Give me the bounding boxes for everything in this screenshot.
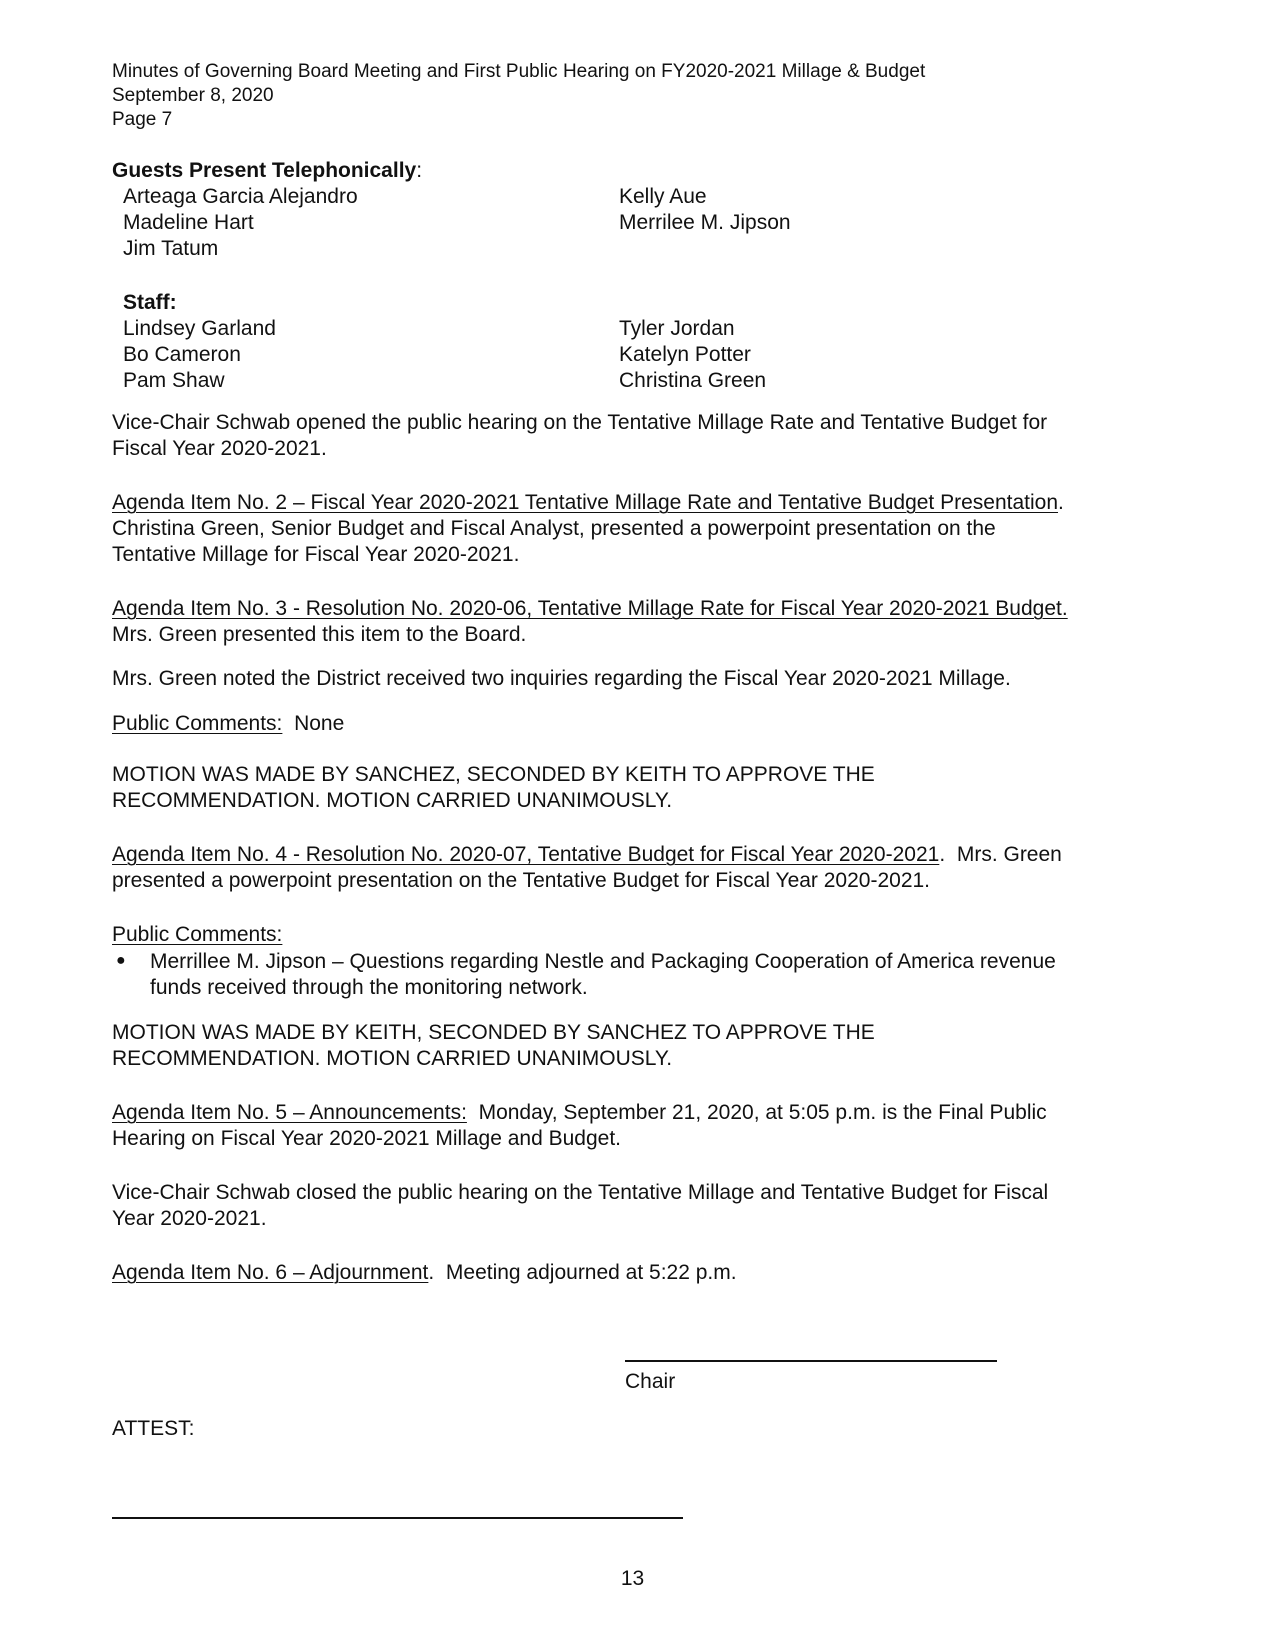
guests-heading: Guests Present Telephonically [112, 159, 417, 182]
attest-signature-line [112, 1517, 683, 1519]
chair-label: Chair [625, 1370, 676, 1393]
opening-line: Vice-Chair Schwab opened the public hearing on the Tentative Millage Rate and Tentative Budget for [112, 411, 1048, 434]
agenda-item-2-text: Tentative Millage for Fiscal Year 2020-2021. [112, 543, 520, 566]
motion-text: RECOMMENDATION. MOTION CARRIED UNANIMOUSLY. [112, 1047, 673, 1070]
motion-text: MOTION WAS MADE BY SANCHEZ, SECONDED BY KEITH TO APPROVE THE [112, 763, 875, 786]
agenda-item-4-text: presented a powerpoint presentation on the Tentative Budget for Fiscal Year 2020-2021. [112, 869, 931, 892]
attest-label: ATTEST: [112, 1417, 195, 1440]
agenda-item-4-heading: Agenda Item No. 4 - Resolution No. 2020-07, Tentative Budget for Fiscal Year 2020-2021. Mrs. Green [112, 843, 1062, 866]
agenda-item-5-text: Monday, September 21, 2020, at 5:05 p.m. is the Final Public [478, 1101, 1047, 1124]
agenda-item-4-title: Agenda Item No. 4 - Resolution No. 2020-07, Tentative Budget for Fiscal Year 2020-2021 [112, 843, 940, 866]
agenda-item-4-text: Mrs. Green [956, 843, 1062, 866]
guest-name: Merrilee M. Jipson [619, 211, 791, 234]
public-comments-label: Public Comments: [112, 712, 283, 735]
page-number: 13 [620, 1567, 645, 1590]
guest-name: Arteaga Garcia Alejandro [123, 185, 358, 208]
agenda-item-3-title: Agenda Item No. 3 - Resolution No. 2020-06, Tentative Millage Rate for Fiscal Year 2020-2021 Budget. [112, 597, 1068, 620]
bullet-icon: ● [116, 952, 126, 969]
comment-text: funds received through the monitoring network. [150, 976, 588, 999]
staff-name: Katelyn Potter [619, 343, 751, 366]
closing-line: Year 2020-2021. [112, 1207, 267, 1230]
motion-text: MOTION WAS MADE BY KEITH, SECONDED BY SANCHEZ TO APPROVE THE [112, 1021, 875, 1044]
comment-text: Merrillee M. Jipson – Questions regarding Nestle and Packaging Cooperation of America revenue [150, 950, 1056, 973]
closing-line: Vice-Chair Schwab closed the public hearing on the Tentative Millage and Tentative Budget for Fiscal [112, 1181, 1049, 1204]
staff-name: Christina Green [619, 369, 767, 392]
guest-name: Kelly Aue [619, 185, 707, 208]
agenda-item-2-text: Christina Green, Senior Budget and Fiscal Analyst, presented a powerpoint presentation on the [112, 517, 996, 540]
motion-text: RECOMMENDATION. MOTION CARRIED UNANIMOUSLY. [112, 789, 673, 812]
guests-heading-line: Guests Present Telephonically: [112, 159, 423, 182]
public-comments-label: Public Comments: [112, 923, 283, 946]
agenda-item-2-title: Agenda Item No. 2 – Fiscal Year 2020-2021 Tentative Millage Rate and Tentative Budget Presentation [112, 491, 1059, 514]
staff-name: Lindsey Garland [123, 317, 276, 340]
staff-name: Pam Shaw [123, 369, 225, 392]
opening-line: Fiscal Year 2020-2021. [112, 437, 327, 460]
agenda-item-3-text: Mrs. Green presented this item to the Board. [112, 623, 527, 646]
staff-name: Bo Cameron [123, 343, 241, 366]
public-comments-value: None [294, 712, 345, 735]
public-comments-line [112, 711, 344, 736]
agenda-item-5-title: Agenda Item No. 5 – Announcements: [112, 1101, 467, 1124]
guest-name: Jim Tatum [123, 237, 219, 260]
header-page: Page 7 [112, 109, 173, 130]
agenda-item-6-title: Agenda Item No. 6 – Adjournment [112, 1261, 429, 1284]
agenda-item-5-heading [112, 1100, 1047, 1125]
agenda-item-6-text: Meeting adjourned at 5:22 p.m. [445, 1261, 737, 1284]
agenda-item-2-heading: Agenda Item No. 2 – Fiscal Year 2020-2021 Tentative Millage Rate and Tentative Budget Presentation. [112, 491, 1064, 514]
agenda-item-3-note: Mrs. Green noted the District received two inquiries regarding the Fiscal Year 2020-2021 Millage. [112, 667, 1011, 690]
staff-name: Tyler Jordan [619, 317, 735, 340]
guest-name: Madeline Hart [123, 211, 254, 234]
header-date: September 8, 2020 [112, 85, 274, 106]
chair-signature-line [625, 1360, 997, 1362]
staff-heading: Staff: [123, 291, 177, 314]
agenda-item-6-heading: Agenda Item No. 6 – Adjournment. Meeting adjourned at 5:22 p.m. [112, 1261, 737, 1284]
agenda-item-5-text: Hearing on Fiscal Year 2020-2021 Millage and Budget. [112, 1127, 622, 1150]
header-title: Minutes of Governing Board Meeting and First Public Hearing on FY2020-2021 Millage & Budget [112, 61, 926, 82]
